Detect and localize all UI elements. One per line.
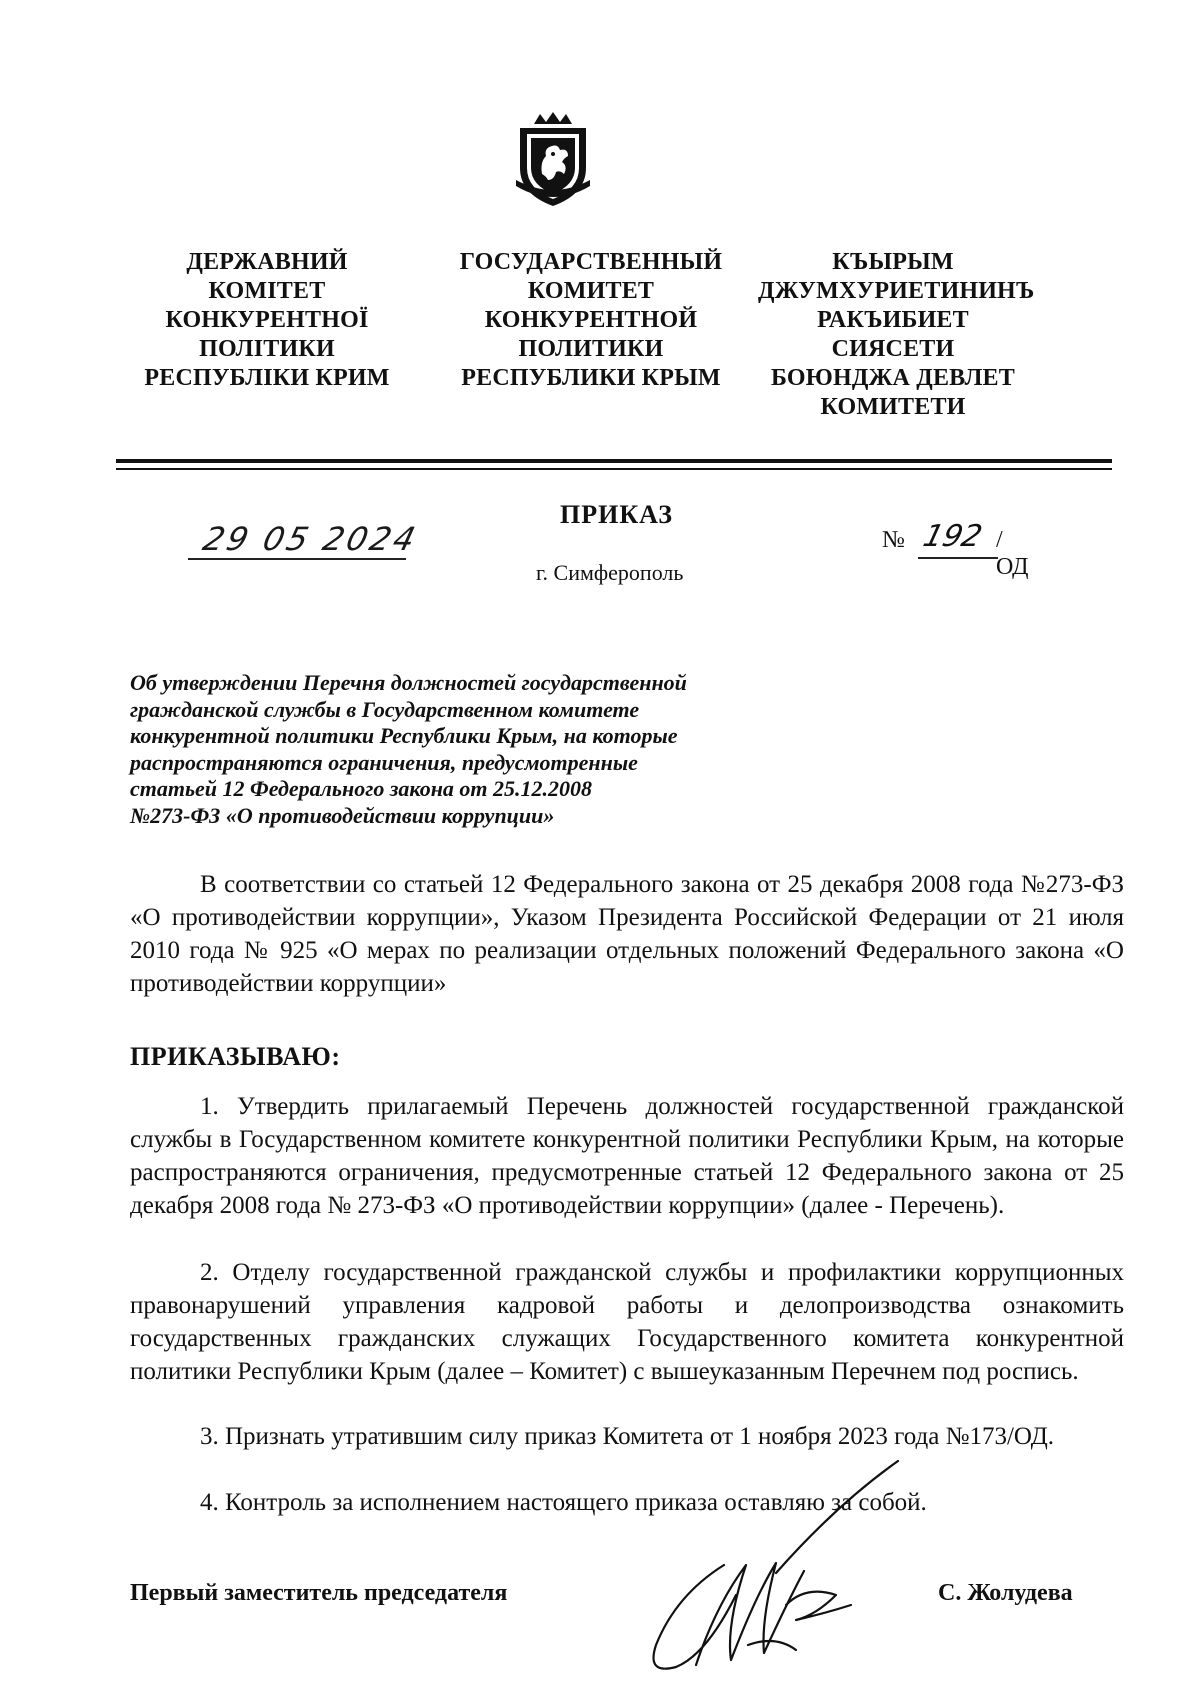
number-suffix: /ОД	[996, 527, 1029, 580]
order-subject: Об утверждении Перечня должностей государственной гражданской службы в Государственном комитете конкурентной политики Республики Крым, на которые распространяются ограничения, предусмотренные статьей 12 Федерального закона от 25.12.2008 №273-ФЗ «О противодействии коррупции»	[130, 670, 687, 828]
document-city: г. Симферополь	[536, 560, 684, 585]
order-item-4: 4. Контроль за исполнением настоящего приказа оставляю за собой.	[200, 1489, 927, 1516]
org-name-crimean-tatar: КЪЫРЫМ ДЖУМХУРИЕТИНИНЪ РАКЪИБИЕТ СИЯСЕТИ БОЮНДЖА ДЕВЛЕТ КОМИТЕТИ	[758, 249, 1035, 420]
order-item-2: 2. Отделу государственной гражданской службы и профилактики коррупционных правонарушений управления кадровой работы и делопроизводства ознакомить государственных гражданских служащих Государственного комитета конкурентной политики Республики Крым (далее – Комитет) с вышеуказанным Перечнем под роспись.	[130, 1259, 1124, 1385]
order-item-3: 3. Признать утратившим силу приказ Комитета от 1 ноября 2023 года №173/ОД.	[200, 1423, 1055, 1450]
header-divider-thick	[116, 459, 1112, 463]
signatory-position: Первый заместитель председателя	[130, 1580, 508, 1606]
org-name-ukrainian: ДЕРЖАВНИЙ КОМІТЕТ КОНКУРЕНТНОЇ ПОЛІТИКИ РЕСПУБЛІКИ КРИМ	[144, 249, 390, 391]
signatory-name: С. Жолудева	[938, 1580, 1073, 1606]
header-divider-thin	[116, 468, 1112, 470]
orders-heading: ПРИКАЗЫВАЮ:	[130, 1042, 341, 1071]
date-underline	[188, 558, 406, 560]
org-name-russian: ГОСУДАРСТВЕННЫЙ КОМИТЕТ КОНКУРЕНТНОЙ ПОЛИТИКИ РЕСПУБЛИКИ КРЫМ	[459, 249, 723, 391]
crimea-emblem-icon	[510, 110, 596, 210]
number-underline	[918, 557, 998, 559]
number-prefix: №	[882, 527, 905, 553]
document-type-title: ПРИКАЗ	[560, 500, 674, 529]
handwritten-signature	[636, 1445, 916, 1685]
order-item-1: 1. Утвердить прилагаемый Перечень должностей государственной гражданской службы в Государственном комитете конкурентной политики Республики Крым, на которые распространяются ограничения, предусмотренные статьей 12 Федерального закона от 25 декабря 2008 года № 273-ФЗ «О противодействии коррупции» (далее - Перечень).	[130, 1093, 1124, 1219]
document-date-handwritten: 29 05 2024	[199, 520, 422, 558]
number-handwritten: 192	[919, 519, 986, 554]
intro-paragraph: В соответствии со статьей 12 Федерального закона от 25 декабря 2008 года №273-ФЗ «О противодействии коррупции», Указом Президента Российской Федерации от 21 июля 2010 года № 925 «О мерах по реализации отдельных положений Федерального закона «О противодействии коррупции»	[130, 871, 1124, 997]
